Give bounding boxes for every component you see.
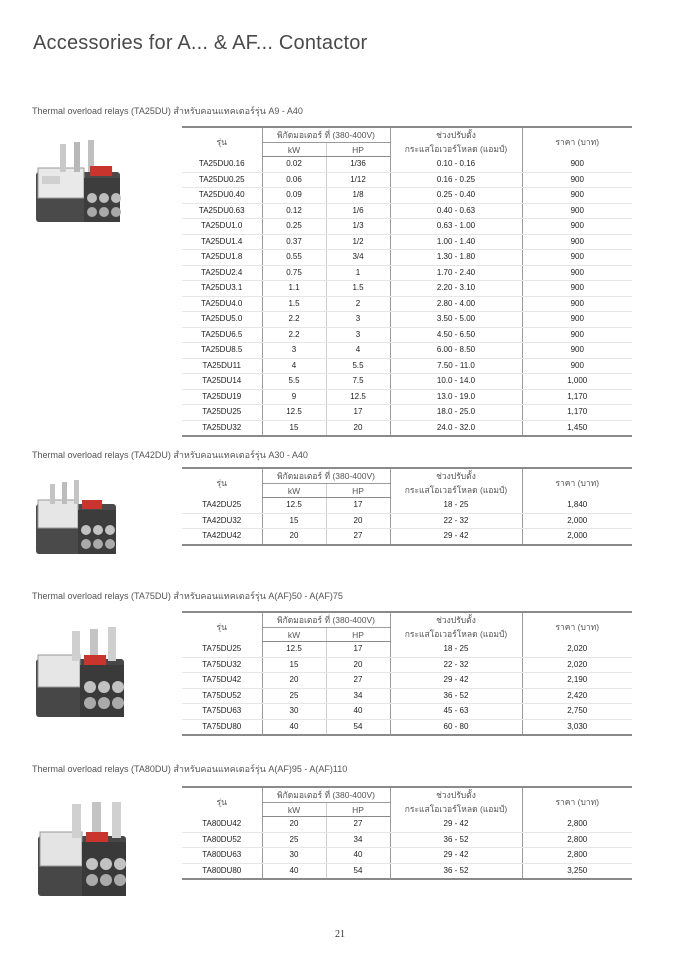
page-title: Accessories for A... & AF... Contactor	[33, 32, 368, 54]
cell-price: 1,000	[522, 374, 632, 390]
header-range-line1: ช่วงปรับตั้ง	[436, 130, 476, 141]
cell-range: 36 - 52	[390, 688, 522, 704]
cell-model: TA25DU0.40	[182, 188, 262, 204]
cell-kw: 2.2	[262, 312, 326, 328]
cell-hp: 20	[326, 420, 390, 436]
relay-product-photo	[30, 138, 130, 226]
cell-model: TA80DU42	[182, 817, 262, 833]
cell-hp: 2	[326, 296, 390, 312]
cell-model: TA25DU14	[182, 374, 262, 390]
cell-kw: 15	[262, 657, 326, 673]
cell-hp: 1	[326, 265, 390, 281]
table-row	[182, 817, 632, 833]
header-model: รุ่น	[182, 127, 262, 157]
cell-kw: 40	[262, 719, 326, 735]
cell-range: 36 - 52	[390, 863, 522, 879]
cell-model: TA42DU32	[182, 513, 262, 529]
cell-hp: 40	[326, 848, 390, 864]
cell-range: 10.0 - 14.0	[390, 374, 522, 390]
cell-kw: 9	[262, 389, 326, 405]
table-row	[182, 405, 632, 421]
cell-price: 3,250	[522, 863, 632, 879]
cell-range: 22 - 32	[390, 657, 522, 673]
cell-kw: 30	[262, 848, 326, 864]
table-row	[182, 420, 632, 436]
table-row	[182, 673, 632, 689]
cell-model: TA75DU52	[182, 688, 262, 704]
cell-hp: 7.5	[326, 374, 390, 390]
header-motor-rating: พิกัดมอเตอร์ ที่ (380-400V)	[262, 468, 390, 484]
cell-model: TA42DU25	[182, 498, 262, 514]
cell-price: 2,750	[522, 704, 632, 720]
cell-model: TA25DU1.0	[182, 219, 262, 235]
section-title: Thermal overload relays (TA75DU) สำหรับคอนแทคเตอร์รุ่น A(AF)50 - A(AF)75	[32, 591, 343, 601]
cell-hp: 1/8	[326, 188, 390, 204]
cell-hp: 3	[326, 327, 390, 343]
header-range-line2: กระแสโอเวอร์โหลด (แอมป์)	[404, 485, 508, 496]
cell-price: 900	[522, 343, 632, 359]
cell-hp: 4	[326, 343, 390, 359]
header-range-line1: ช่วงปรับตั้ง	[436, 471, 476, 482]
cell-price: 2,800	[522, 832, 632, 848]
cell-kw: 30	[262, 704, 326, 720]
header-range-line2: กระแสโอเวอร์โหลด (แอมป์)	[404, 804, 508, 815]
cell-range: 36 - 52	[390, 832, 522, 848]
table-row	[182, 312, 632, 328]
cell-kw: 2.2	[262, 327, 326, 343]
header-price: ราคา (บาท)	[522, 468, 632, 498]
table-row	[182, 281, 632, 297]
cell-kw: 0.06	[262, 172, 326, 188]
cell-kw: 1.5	[262, 296, 326, 312]
cell-kw: 15	[262, 420, 326, 436]
cell-range: 18.0 - 25.0	[390, 405, 522, 421]
cell-range: 1.30 - 1.80	[390, 250, 522, 266]
cell-price: 2,020	[522, 642, 632, 658]
header-hp: HP	[326, 803, 390, 817]
cell-model: TA75DU63	[182, 704, 262, 720]
header-kw: kW	[262, 803, 326, 817]
header-motor-rating: พิกัดมอเตอร์ ที่ (380-400V)	[262, 127, 390, 143]
header-kw: kW	[262, 143, 326, 157]
cell-hp: 1.5	[326, 281, 390, 297]
cell-range: 29 - 42	[390, 673, 522, 689]
table-row	[182, 513, 632, 529]
cell-price: 2,420	[522, 688, 632, 704]
table-row	[182, 863, 632, 879]
cell-hp: 1/36	[326, 157, 390, 173]
cell-model: TA25DU11	[182, 358, 262, 374]
cell-price: 1,170	[522, 405, 632, 421]
cell-kw: 0.37	[262, 234, 326, 250]
table-row	[182, 688, 632, 704]
header-range	[390, 468, 522, 498]
cell-price: 900	[522, 234, 632, 250]
table-body	[182, 498, 632, 545]
header-range-line2: กระแสโอเวอร์โหลด (แอมป์)	[404, 629, 508, 640]
cell-range: 6.00 - 8.50	[390, 343, 522, 359]
section-title: Thermal overload relays (TA42DU) สำหรับคอนแทคเตอร์รุ่น A30 - A40	[32, 450, 308, 460]
cell-hp: 27	[326, 673, 390, 689]
table-row	[182, 389, 632, 405]
cell-kw: 0.55	[262, 250, 326, 266]
spec-table	[182, 786, 632, 880]
header-range	[390, 787, 522, 817]
cell-price: 900	[522, 296, 632, 312]
cell-model: TA75DU42	[182, 673, 262, 689]
section-title: Thermal overload relays (TA80DU) สำหรับคอนแทคเตอร์รุ่น A(AF)95 - A(AF)110	[32, 764, 348, 774]
relay-product-photo	[32, 625, 132, 720]
header-price: ราคา (บาท)	[522, 127, 632, 157]
table-row	[182, 188, 632, 204]
cell-range: 60 - 80	[390, 719, 522, 735]
cell-kw: 15	[262, 513, 326, 529]
cell-kw: 3	[262, 343, 326, 359]
cell-price: 2,190	[522, 673, 632, 689]
cell-range: 1.70 - 2.40	[390, 265, 522, 281]
cell-price: 900	[522, 265, 632, 281]
cell-price: 2,020	[522, 657, 632, 673]
cell-kw: 0.12	[262, 203, 326, 219]
table-row	[182, 498, 632, 514]
cell-hp: 3/4	[326, 250, 390, 266]
cell-price: 900	[522, 281, 632, 297]
cell-price: 900	[522, 157, 632, 173]
cell-range: 0.40 - 0.63	[390, 203, 522, 219]
cell-range: 29 - 42	[390, 848, 522, 864]
cell-price: 1,170	[522, 389, 632, 405]
cell-hp: 54	[326, 719, 390, 735]
table-row	[182, 848, 632, 864]
cell-hp: 34	[326, 688, 390, 704]
table-row	[182, 719, 632, 735]
cell-hp: 1/12	[326, 172, 390, 188]
cell-model: TA75DU80	[182, 719, 262, 735]
cell-model: TA75DU32	[182, 657, 262, 673]
cell-model: TA25DU32	[182, 420, 262, 436]
header-motor-rating: พิกัดมอเตอร์ ที่ (380-400V)	[262, 612, 390, 628]
header-hp: HP	[326, 628, 390, 642]
cell-price: 2,800	[522, 848, 632, 864]
cell-range: 4.50 - 6.50	[390, 327, 522, 343]
cell-price: 1,450	[522, 420, 632, 436]
relay-product-photo	[34, 800, 134, 900]
cell-kw: 40	[262, 863, 326, 879]
cell-price: 3,030	[522, 719, 632, 735]
cell-price: 900	[522, 219, 632, 235]
table-row	[182, 157, 632, 173]
cell-kw: 5.5	[262, 374, 326, 390]
table-body	[182, 817, 632, 880]
cell-hp: 40	[326, 704, 390, 720]
cell-hp: 17	[326, 498, 390, 514]
table-row	[182, 657, 632, 673]
cell-range: 0.25 - 0.40	[390, 188, 522, 204]
cell-range: 0.10 - 0.16	[390, 157, 522, 173]
cell-range: 13.0 - 19.0	[390, 389, 522, 405]
cell-range: 7.50 - 11.0	[390, 358, 522, 374]
header-model: รุ่น	[182, 612, 262, 642]
cell-model: TA25DU4.0	[182, 296, 262, 312]
cell-hp: 27	[326, 529, 390, 545]
cell-hp: 20	[326, 657, 390, 673]
cell-hp: 20	[326, 513, 390, 529]
relay-product-photo	[32, 478, 122, 558]
cell-model: TA25DU0.16	[182, 157, 262, 173]
cell-model: TA80DU52	[182, 832, 262, 848]
cell-range: 45 - 63	[390, 704, 522, 720]
cell-model: TA25DU1.4	[182, 234, 262, 250]
cell-hp: 54	[326, 863, 390, 879]
table-row	[182, 203, 632, 219]
header-price: ราคา (บาท)	[522, 787, 632, 817]
cell-hp: 5.5	[326, 358, 390, 374]
header-model: รุ่น	[182, 787, 262, 817]
cell-kw: 12.5	[262, 405, 326, 421]
cell-hp: 27	[326, 817, 390, 833]
cell-price: 900	[522, 358, 632, 374]
cell-kw: 20	[262, 673, 326, 689]
cell-hp: 3	[326, 312, 390, 328]
cell-kw: 12.5	[262, 642, 326, 658]
table-body	[182, 642, 632, 736]
table-row	[182, 358, 632, 374]
cell-kw: 0.25	[262, 219, 326, 235]
cell-model: TA25DU3.1	[182, 281, 262, 297]
cell-price: 2,000	[522, 529, 632, 545]
header-price: ราคา (บาท)	[522, 612, 632, 642]
header-range	[390, 612, 522, 642]
table-row	[182, 529, 632, 545]
header-kw: kW	[262, 628, 326, 642]
table-row	[182, 234, 632, 250]
cell-hp: 17	[326, 642, 390, 658]
cell-kw: 1.1	[262, 281, 326, 297]
table-row	[182, 374, 632, 390]
cell-model: TA25DU19	[182, 389, 262, 405]
header-kw: kW	[262, 484, 326, 498]
cell-range: 3.50 - 5.00	[390, 312, 522, 328]
header-range-line1: ช่วงปรับตั้ง	[436, 615, 476, 626]
header-range	[390, 127, 522, 157]
cell-model: TA25DU8.5	[182, 343, 262, 359]
cell-range: 1.00 - 1.40	[390, 234, 522, 250]
cell-price: 900	[522, 327, 632, 343]
cell-kw: 0.02	[262, 157, 326, 173]
cell-model: TA25DU0.63	[182, 203, 262, 219]
table-row	[182, 704, 632, 720]
table-body	[182, 157, 632, 437]
spec-table	[182, 611, 632, 736]
cell-kw: 25	[262, 688, 326, 704]
cell-range: 0.63 - 1.00	[390, 219, 522, 235]
spec-table	[182, 467, 632, 546]
cell-model: TA25DU25	[182, 405, 262, 421]
table-row	[182, 172, 632, 188]
table-row	[182, 296, 632, 312]
cell-hp: 12.5	[326, 389, 390, 405]
header-range-line1: ช่วงปรับตั้ง	[436, 790, 476, 801]
cell-kw: 0.09	[262, 188, 326, 204]
cell-kw: 20	[262, 529, 326, 545]
cell-range: 29 - 42	[390, 529, 522, 545]
cell-range: 2.80 - 4.00	[390, 296, 522, 312]
header-hp: HP	[326, 484, 390, 498]
cell-model: TA80DU80	[182, 863, 262, 879]
table-row	[182, 343, 632, 359]
cell-price: 900	[522, 188, 632, 204]
cell-price: 900	[522, 203, 632, 219]
cell-price: 900	[522, 172, 632, 188]
table-row	[182, 219, 632, 235]
cell-price: 2,800	[522, 817, 632, 833]
cell-model: TA25DU2.4	[182, 265, 262, 281]
cell-kw: 25	[262, 832, 326, 848]
cell-hp: 1/2	[326, 234, 390, 250]
cell-model: TA42DU42	[182, 529, 262, 545]
header-model: รุ่น	[182, 468, 262, 498]
cell-kw: 0.75	[262, 265, 326, 281]
section-title: Thermal overload relays (TA25DU) สำหรับคอนแทคเตอร์รุ่น A9 - A40	[32, 106, 303, 116]
cell-price: 900	[522, 312, 632, 328]
cell-range: 24.0 - 32.0	[390, 420, 522, 436]
cell-price: 900	[522, 250, 632, 266]
cell-model: TA25DU6.5	[182, 327, 262, 343]
cell-model: TA25DU5.0	[182, 312, 262, 328]
cell-range: 18 - 25	[390, 498, 522, 514]
cell-model: TA25DU1.8	[182, 250, 262, 266]
cell-kw: 20	[262, 817, 326, 833]
table-row	[182, 327, 632, 343]
header-range-line2: กระแสโอเวอร์โหลด (แอมป์)	[404, 144, 508, 155]
cell-hp: 1/6	[326, 203, 390, 219]
cell-price: 2,000	[522, 513, 632, 529]
header-hp: HP	[326, 143, 390, 157]
spec-table	[182, 126, 632, 437]
table-row	[182, 832, 632, 848]
cell-kw: 4	[262, 358, 326, 374]
cell-price: 1,840	[522, 498, 632, 514]
table-row	[182, 250, 632, 266]
table-row	[182, 642, 632, 658]
header-motor-rating: พิกัดมอเตอร์ ที่ (380-400V)	[262, 787, 390, 803]
cell-model: TA25DU0.25	[182, 172, 262, 188]
cell-hp: 34	[326, 832, 390, 848]
cell-range: 29 - 42	[390, 817, 522, 833]
page-number: 21	[335, 929, 345, 940]
cell-range: 18 - 25	[390, 642, 522, 658]
cell-model: TA75DU25	[182, 642, 262, 658]
cell-kw: 12.5	[262, 498, 326, 514]
cell-range: 2.20 - 3.10	[390, 281, 522, 297]
table-row	[182, 265, 632, 281]
cell-range: 22 - 32	[390, 513, 522, 529]
cell-model: TA80DU63	[182, 848, 262, 864]
cell-range: 0.16 - 0.25	[390, 172, 522, 188]
cell-hp: 17	[326, 405, 390, 421]
cell-hp: 1/3	[326, 219, 390, 235]
